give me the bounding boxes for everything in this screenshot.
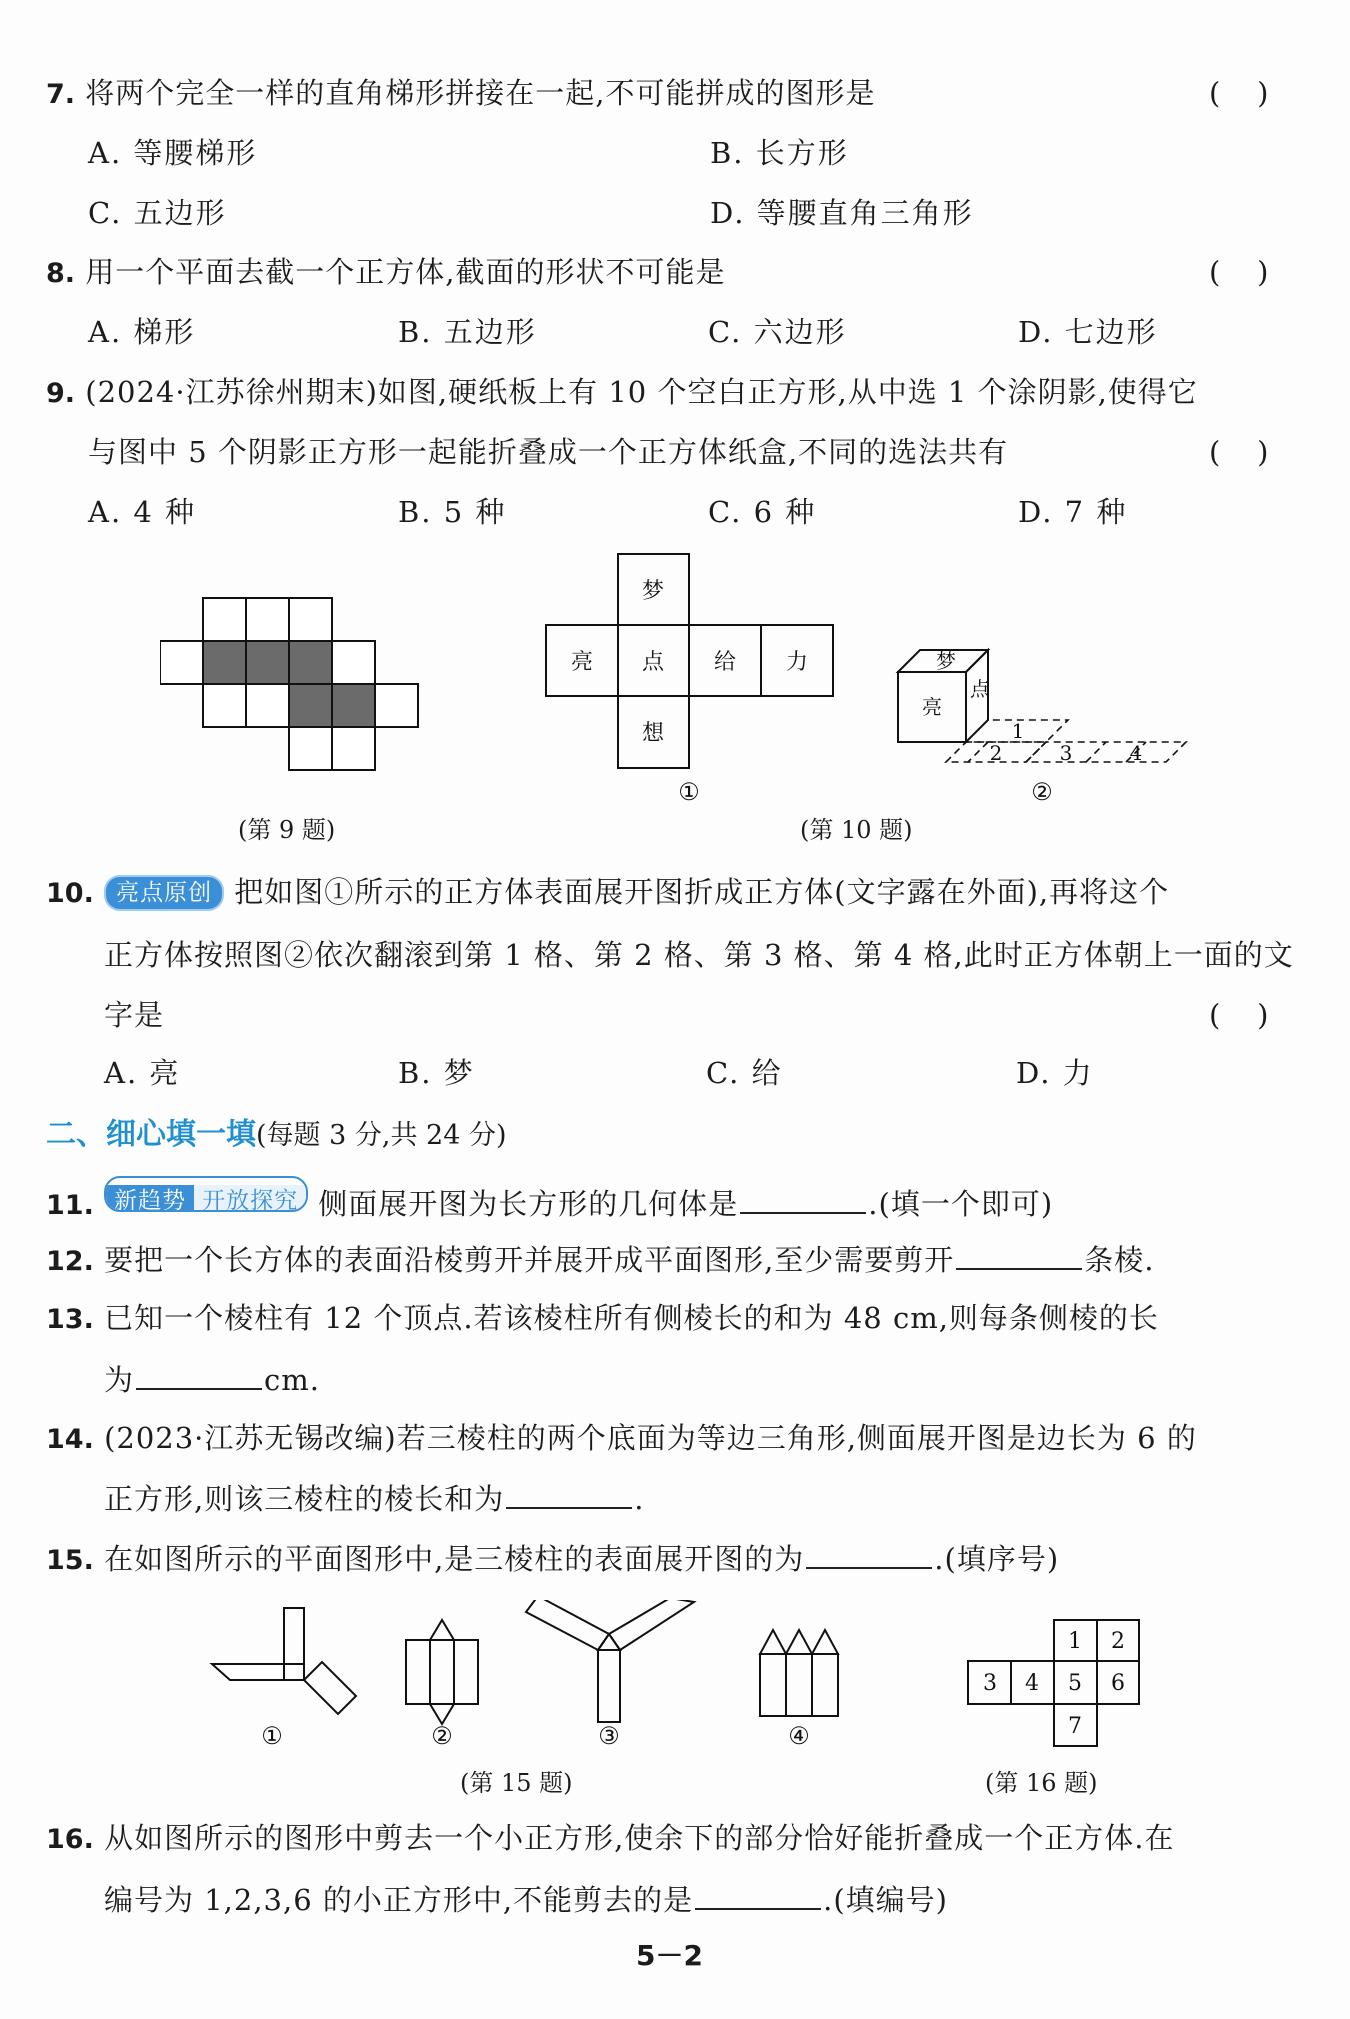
question-9 [46,372,1198,414]
question-7 [46,73,876,115]
cube-front: 亮 [922,695,942,719]
blank-square [160,641,203,684]
option-a: A. 4 种 [88,495,197,529]
question-text-line1: 把如图①所示的正方体表面展开图折成正方体(文字露在外面),再将这个 [234,875,1170,909]
question-number: 7. [46,79,76,110]
option-b: B. 梦 [398,1056,475,1090]
badge-trend-label: 新趋势 [106,1185,194,1212]
question-text-after: . [634,1482,645,1516]
net-label: ④ [788,1722,810,1750]
answer-blank[interactable] [956,1238,1082,1270]
caption-q9: (第 9 题) [238,816,336,844]
question-number: 16. [46,1824,94,1855]
question-8 [46,252,726,294]
shaded-square [289,684,332,727]
question-text-line1: (2023·江苏无锡改编)若三棱柱的两个底面为等边三角形,侧面展开图是边长为 6 的 [104,1421,1197,1455]
question-text-line1: 从如图所示的图形中剪去一个小正方形,使余下的部分恰好能折叠成一个正方体.在 [104,1821,1175,1855]
figure-label: ① [678,778,700,806]
question-text: 将两个完全一样的直角梯形拼接在一起,不可能拼成的图形是 [85,76,876,110]
figure-label: ② [1031,778,1053,806]
section-title: 二、细心填一填 [46,1117,256,1152]
question-14-line2 [104,1477,644,1519]
question-number: 12. [46,1246,94,1277]
question-text-after: .(填编号) [823,1883,948,1917]
question-text: 为 [104,1363,135,1397]
question-text: 要把一个长方体的表面沿棱剪开并展开成平面图形,至少需要剪开 [104,1243,955,1277]
answer-blank[interactable] [740,1182,866,1214]
blank-square [289,598,332,641]
cube-side: 点 [970,677,990,701]
option-b: B. 5 种 [398,495,507,529]
question-text-after: 条棱. [1084,1243,1155,1277]
question-14 [46,1418,1197,1460]
badge-trend [104,1176,308,1212]
question-text-line2: 正方体按照图②依次翻滚到第 1 格、第 2 格、第 3 格、第 4 格,此时正方体朝上一面的文 [104,938,1294,972]
net-label: ③ [598,1722,620,1750]
question-text: 编号为 1,2,3,6 的小正方形中,不能剪去的是 [104,1883,694,1917]
cell-number: 2 [1111,1629,1125,1654]
cell-number: 6 [1111,1671,1125,1696]
shaded-square [332,684,375,727]
blank-square [332,641,375,684]
cell-number: 7 [1068,1714,1082,1739]
caption-q15: (第 15 题) [460,1769,573,1797]
net-label: ① [261,1722,283,1750]
question-text-line3: 字是 [104,998,165,1032]
option-a: A. 亮 [104,1056,181,1090]
figure-10-cube-roll [890,640,1190,810]
question-number: 10. [46,878,94,909]
option-c: C. 给 [706,1056,783,1090]
question-text-line1: 已知一个棱柱有 12 个顶点.若该棱柱所有侧棱长的和为 48 cm,则每条侧棱的长 [104,1301,1159,1335]
face-right2: 力 [785,650,809,675]
figure-15-net-4 [740,1620,870,1750]
badge-open-label: 开放探究 [194,1185,306,1212]
question-number: 14. [46,1424,94,1455]
cell-number: 4 [1025,1671,1039,1696]
figure-15-nets [200,1600,720,1750]
question-text: 正方形,则该三棱柱的棱长和为 [104,1482,505,1516]
cell-label: 2 [989,741,1003,765]
face-right1: 给 [713,650,737,675]
net-label: ② [431,1722,453,1750]
option-d: D. 等腰直角三角形 [710,196,974,230]
option-a: A. 等腰梯形 [88,136,258,170]
question-10 [46,872,1169,914]
question-13 [46,1298,1159,1340]
question-12 [46,1238,1155,1282]
question-16-line2 [104,1878,948,1920]
cell-label: 1 [1011,719,1025,743]
face-bottom: 想 [641,721,665,746]
question-number: 9. [46,378,76,409]
question-text-after: .(填序号) [934,1542,1060,1576]
answer-paren: ( ) [1209,255,1269,289]
face-left: 亮 [570,650,594,675]
shaded-square [203,641,246,684]
question-text-line2: 与图中 5 个阴影正方形一起能折叠成一个正方体纸盒,不同的选法共有 [88,435,1009,469]
question-number: 15. [46,1545,94,1576]
question-11 [46,1176,1053,1226]
question-number: 11. [46,1190,94,1221]
figure-9-grid [160,595,430,775]
answer-paren: ( ) [1209,435,1269,469]
question-15 [46,1537,1059,1581]
option-c: C. 6 种 [708,495,817,529]
option-a: A. 梯形 [88,315,196,349]
blank-square [375,684,418,727]
option-c: C. 五边形 [88,196,227,230]
cell-number: 1 [1068,1629,1082,1654]
answer-blank[interactable] [806,1537,932,1569]
blank-square [203,598,246,641]
option-d: D. 力 [1016,1056,1094,1090]
blank-square [289,727,332,770]
question-text-after: cm. [264,1363,320,1397]
answer-blank[interactable] [136,1358,262,1390]
option-c: C. 六边形 [708,315,847,349]
blank-square [203,684,246,727]
question-text: 用一个平面去截一个正方体,截面的形状不可能是 [85,255,726,289]
caption-q10: (第 10 题) [800,816,913,844]
option-d: D. 7 种 [1018,495,1128,529]
badge-original: 亮点原创 [104,875,224,911]
answer-paren: ( ) [1209,998,1269,1032]
question-number: 8. [46,258,76,289]
blank-square [332,727,375,770]
answer-paren: ( ) [1209,76,1269,110]
figure-10-net [540,550,840,810]
option-d: D. 七边形 [1018,315,1158,349]
question-text: 在如图所示的平面图形中,是三棱柱的表面展开图的为 [104,1542,805,1576]
section-heading [46,1115,507,1156]
blank-square [246,598,289,641]
question-13-line2 [104,1358,320,1400]
shaded-square [246,641,289,684]
face-top: 梦 [641,579,665,604]
question-16 [46,1818,1175,1860]
section-note: (每题 3 分,共 24 分) [256,1120,507,1151]
question-text-after: .(填一个即可) [868,1187,1054,1221]
answer-blank[interactable] [506,1477,632,1509]
cell-number: 3 [983,1671,997,1696]
question-text: 侧面展开图为长方形的几何体是 [318,1187,739,1221]
blank-square [246,684,289,727]
question-text-line1: (2024·江苏徐州期末)如图,硬纸板上有 10 个空白正方形,从中选 1 个涂阴影,使得它 [85,375,1198,409]
cell-label: 3 [1059,741,1073,765]
question-number: 13. [46,1304,94,1335]
cell-label: 4 [1129,741,1143,765]
option-b: B. 长方形 [710,136,849,170]
cube-top: 梦 [936,649,956,673]
cell-number: 5 [1068,1671,1082,1696]
caption-q16: (第 16 题) [985,1769,1098,1797]
page-number: 5－2 [636,1939,703,1972]
answer-blank[interactable] [695,1878,821,1910]
figure-16-net [960,1618,1140,1748]
shaded-square [289,641,332,684]
option-b: B. 五边形 [398,315,537,349]
face-center: 点 [641,650,665,675]
